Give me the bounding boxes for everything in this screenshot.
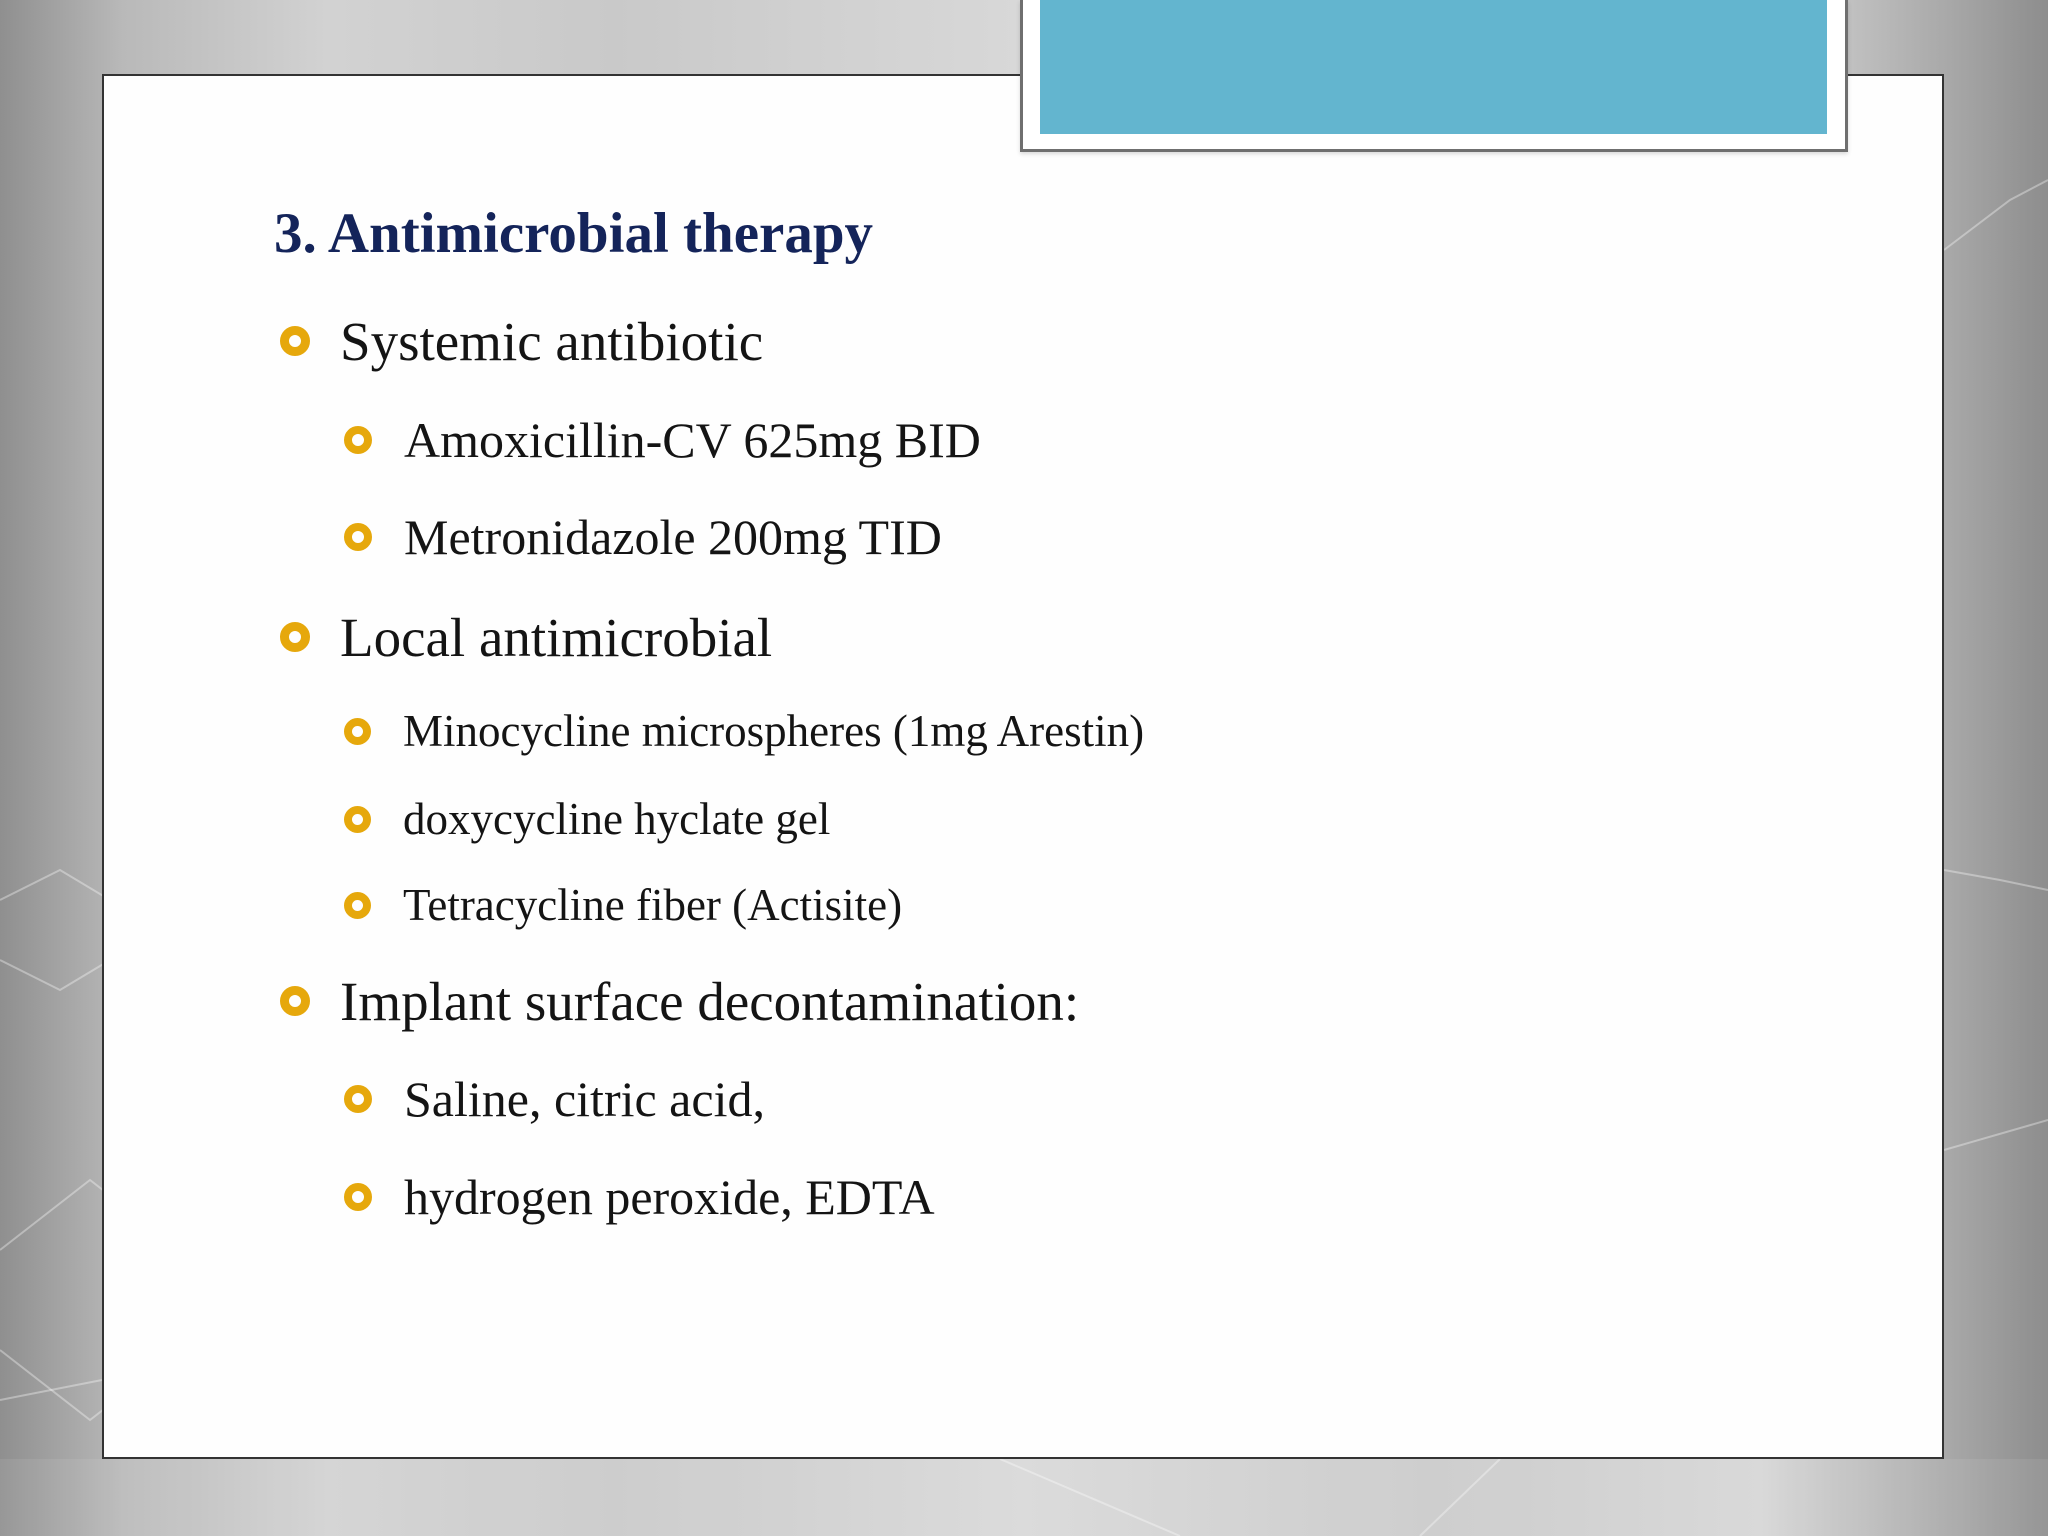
bullet-metronidazole [344,505,942,569]
bullet-tetracycline [344,876,902,934]
ring-bullet-icon [344,1183,372,1211]
bullet-systemic-antibiotic [280,306,763,376]
bullet-text: Systemic antibiotic [340,310,764,372]
slide-canvas [102,74,1944,1459]
ring-bullet-icon [280,986,310,1016]
bullet-text: doxycycline hyclate gel [403,794,831,844]
ring-bullet-icon [280,622,310,652]
ring-bullet-icon [344,426,372,454]
bullet-text: Saline, citric acid, [404,1071,765,1127]
bullet-text: Tetracycline fiber (Actisite) [403,880,903,930]
ring-bullet-icon [280,326,310,356]
bullet-text: hydrogen peroxide, EDTA [404,1169,935,1225]
bullet-text: Local antimicrobial [340,606,773,668]
bullet-local-antimicrobial [280,602,772,672]
bullet-hydrogen-peroxide [344,1165,935,1229]
ring-bullet-icon [344,892,371,919]
ring-bullet-icon [344,718,371,745]
slide-title: 3. Antimicrobial therapy [274,202,874,265]
accent-bar [1040,0,1827,134]
ring-bullet-icon [344,523,372,551]
bullet-text: Implant surface decontamination: [340,970,1080,1032]
ring-bullet-icon [344,806,371,833]
bullet-text: Amoxicillin-CV 625mg BID [404,412,981,468]
bullet-amoxicillin [344,408,981,472]
bullet-minocycline [344,702,1144,760]
bullet-text: Minocycline microspheres (1mg Arestin) [403,706,1145,756]
bullet-text: Metronidazole 200mg TID [404,509,942,565]
bullet-saline-citric-acid [344,1067,765,1131]
bullet-doxycycline [344,790,830,848]
bullet-implant-decontamination [280,966,1079,1036]
ring-bullet-icon [344,1085,372,1113]
